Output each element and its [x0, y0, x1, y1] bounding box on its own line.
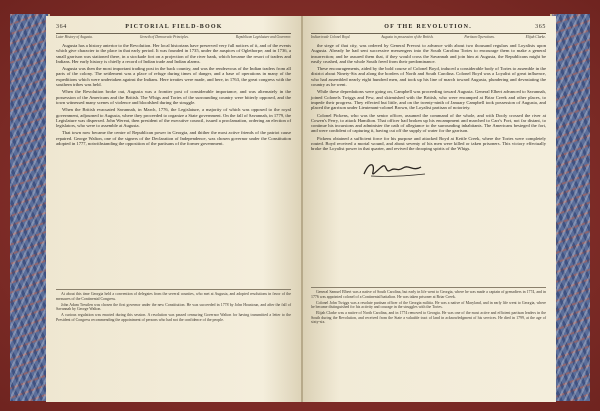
paragraph: the siege of that city, was ordered by General Prevost to advance with about two thousand regulars and Loyalists upon Augusta. Already he had sent successive messengers into the South Carolina Tories to encourage them to make a general insurrection; and he assured them that, if they would cross the Savannah and join him at Augusta, the Republicans might be easily crushed, and the whole South freed from their predominance. — [311, 43, 546, 64]
marbled-endpaper-left — [10, 14, 50, 401]
handwritten-signature — [361, 158, 431, 180]
marginal-note: Indian trade Colonel Boyd. — [311, 35, 351, 39]
paragraph: That town now became the centre of Republican power in Georgia, and thither the most active friends of the patriot cause repaired. George Walton, one of the signers of the Declaration of Independence, was chosen governor under the Constitution adopted in 1777, notwithstanding the opposition of the partisans of the former government. — [56, 130, 291, 147]
paragraph: Colonel Pickens, who was the senior officer, assumed the command of the whole, and with Dooly crossed the river at Cowen's Ferry, to attack Hamilton. That officer had broken up his encampment and marched to Carr's Fort, not far distant, to continue his incursions and administer the oath of allegiance to the surrounding inhabitants. The Americans besieged the fort, and were confident of capturing it, having cut off the supply of water for the garrison. — [311, 112, 546, 134]
running-title: PICTORIAL FIELD-BOOK — [125, 24, 223, 30]
left-page — [46, 16, 301, 402]
paragraph: Pickens obtained a sufficient force for his purpose and attacked Boyd at Kettle Creek, where the Tories were completely routed. Boyd received a mortal wound, and about seventy of his men were killed or taken prisoners. This victory effectually broke the Loyalist power in that quarter, and revived the drooping spirits of the Whigs. — [311, 135, 546, 152]
footnotes — [311, 287, 546, 326]
paragraph: When the Revolution broke out, Augusta was a frontier post of considerable importance, and was alternately in the possession of the Americans and the British. The Whigs and Tories of the surrounding country were bitterly opposed, and the town witnessed many scenes of violence and bloodshed during the struggle. — [56, 89, 291, 105]
page-number: 364 — [56, 24, 67, 30]
paragraph: These encouragements, aided by the bold course of Colonel Boyd, induced a considerable body of Tories to assemble in the district about Ninety-Six and along the borders of North and South Carolina. Colonel Boyd was a Loyalist of great influence, who had assembled nearly eight hundred men, and took up his line of march toward Augusta, plundering and devastating the country as he went. — [311, 66, 546, 88]
paragraph: Augusta was then the most important trading post in the back country, and was the rendezvous of the Indian traders from all parts of the colony. The settlement was a place of refuge during times of danger, and a base of operations in many of the expeditions which were undertaken against the Indians. Here treaties were made, and here, in 1763, the great congress with the southern tribes was held. — [56, 66, 291, 88]
marbled-endpaper-right — [550, 14, 590, 401]
marginal-note: Republican Legislature and Governor. — [235, 35, 291, 39]
footnote: A curious regulation was enacted during this session. A resolution was passed censuring Governor Walton for having transmitted a letter to the President of Congress recommending the appointment of persons who had not the confidence of the people. — [56, 313, 291, 322]
body-text — [56, 43, 291, 148]
marginal-note: Growth of Democratic Principles. — [139, 35, 189, 39]
footnotes — [56, 289, 291, 324]
footnote: At about this time Georgia held a convention of delegates from the several counties, who met at Augusta, and adopted resolutions in favor of the measures of the Continental Congress. — [56, 292, 291, 301]
paragraph: Augusta has a history anterior to the Revolution. Her local historians have preserved very full notices of it, and of the events which give character to the place in that early period. It was founded in 1735, under the auspices of Oglethorpe; and in 1736, a small garrison was stationed there, in a stockade fort on a projection of the river bank, which became the resort of traders and Indians. Her early history is chiefly a record of Indian trade and Indian alarms. — [56, 43, 291, 64]
right-page — [301, 16, 556, 402]
paragraph: While these depredations were going on, Campbell was proceeding toward Augusta. General Elbert advanced to Savannah, joined Colonels Twiggs and Few, and skirmished with the British, who were encamped at Briar Creek and other places, to impede their progress. They effected but little, and on the twenty-ninth of January Campbell took possession of Augusta, and placed the garrison under Lieutenant-colonel Brown, the Loyalist partisan of notoriety. — [311, 89, 546, 111]
running-head — [56, 22, 291, 32]
footnote: Elijah Clarke was a native of North Carolina, and in 1774 removed to Georgia. He was one of the most active and efficient partisan leaders in the South during the Revolution, and received from the State a valuable tract of land in acknowledgment of his services. He died in 1799, at the age of sixty-six. — [311, 311, 546, 324]
running-title: OF THE REVOLUTION. — [384, 24, 472, 30]
body-text — [311, 43, 546, 154]
marginal-note: Partisan Operations. — [464, 35, 495, 39]
book-spread — [46, 16, 556, 402]
footnote: John Adam Treutlen was chosen the first governor under the new Constitution. He was succeeded in 1778 by John Houstoun, and after the fall of Savannah by George Walton. — [56, 302, 291, 311]
book-gutter — [301, 16, 303, 402]
footnote: General Samuel Elbert was a native of South Carolina, but early in life went to Georgia, where he was made a captain of grenadiers in 1774, and in 1776 was appointed colonel of a Continental battalion. He was taken prisoner at Briar Creek. — [311, 290, 546, 299]
head-rule — [311, 33, 546, 34]
marginal-note: Elijah Clarke. — [525, 35, 546, 39]
paragraph: When the British evacuated Savannah, in March, 1776, the Legislature, a majority of which was opposed to the royal government, adjourned to Augusta, where they proceeded to organize a State government. On the fall of Savannah, in 1779, the Legislature was dispersed. John Wereat, then president of the executive council, issued a proclamation, ordering an election of legislators, who were to assemble at Augusta. — [56, 107, 291, 129]
running-head — [311, 22, 546, 32]
page-number: 365 — [535, 24, 546, 30]
marginal-notes — [56, 35, 291, 41]
marginal-note: Later History of Augusta. — [56, 35, 93, 39]
marginal-note: Augusta in possession of the British. — [381, 35, 434, 39]
marginal-notes — [311, 35, 546, 41]
head-rule — [56, 33, 291, 34]
footnote: Colonel John Twiggs was a resolute partisan officer of the Georgia militia. He was a native of Maryland, and in early life went to Georgia, where he became distinguished for his activity and courage in the struggles with the Tories. — [311, 300, 546, 309]
